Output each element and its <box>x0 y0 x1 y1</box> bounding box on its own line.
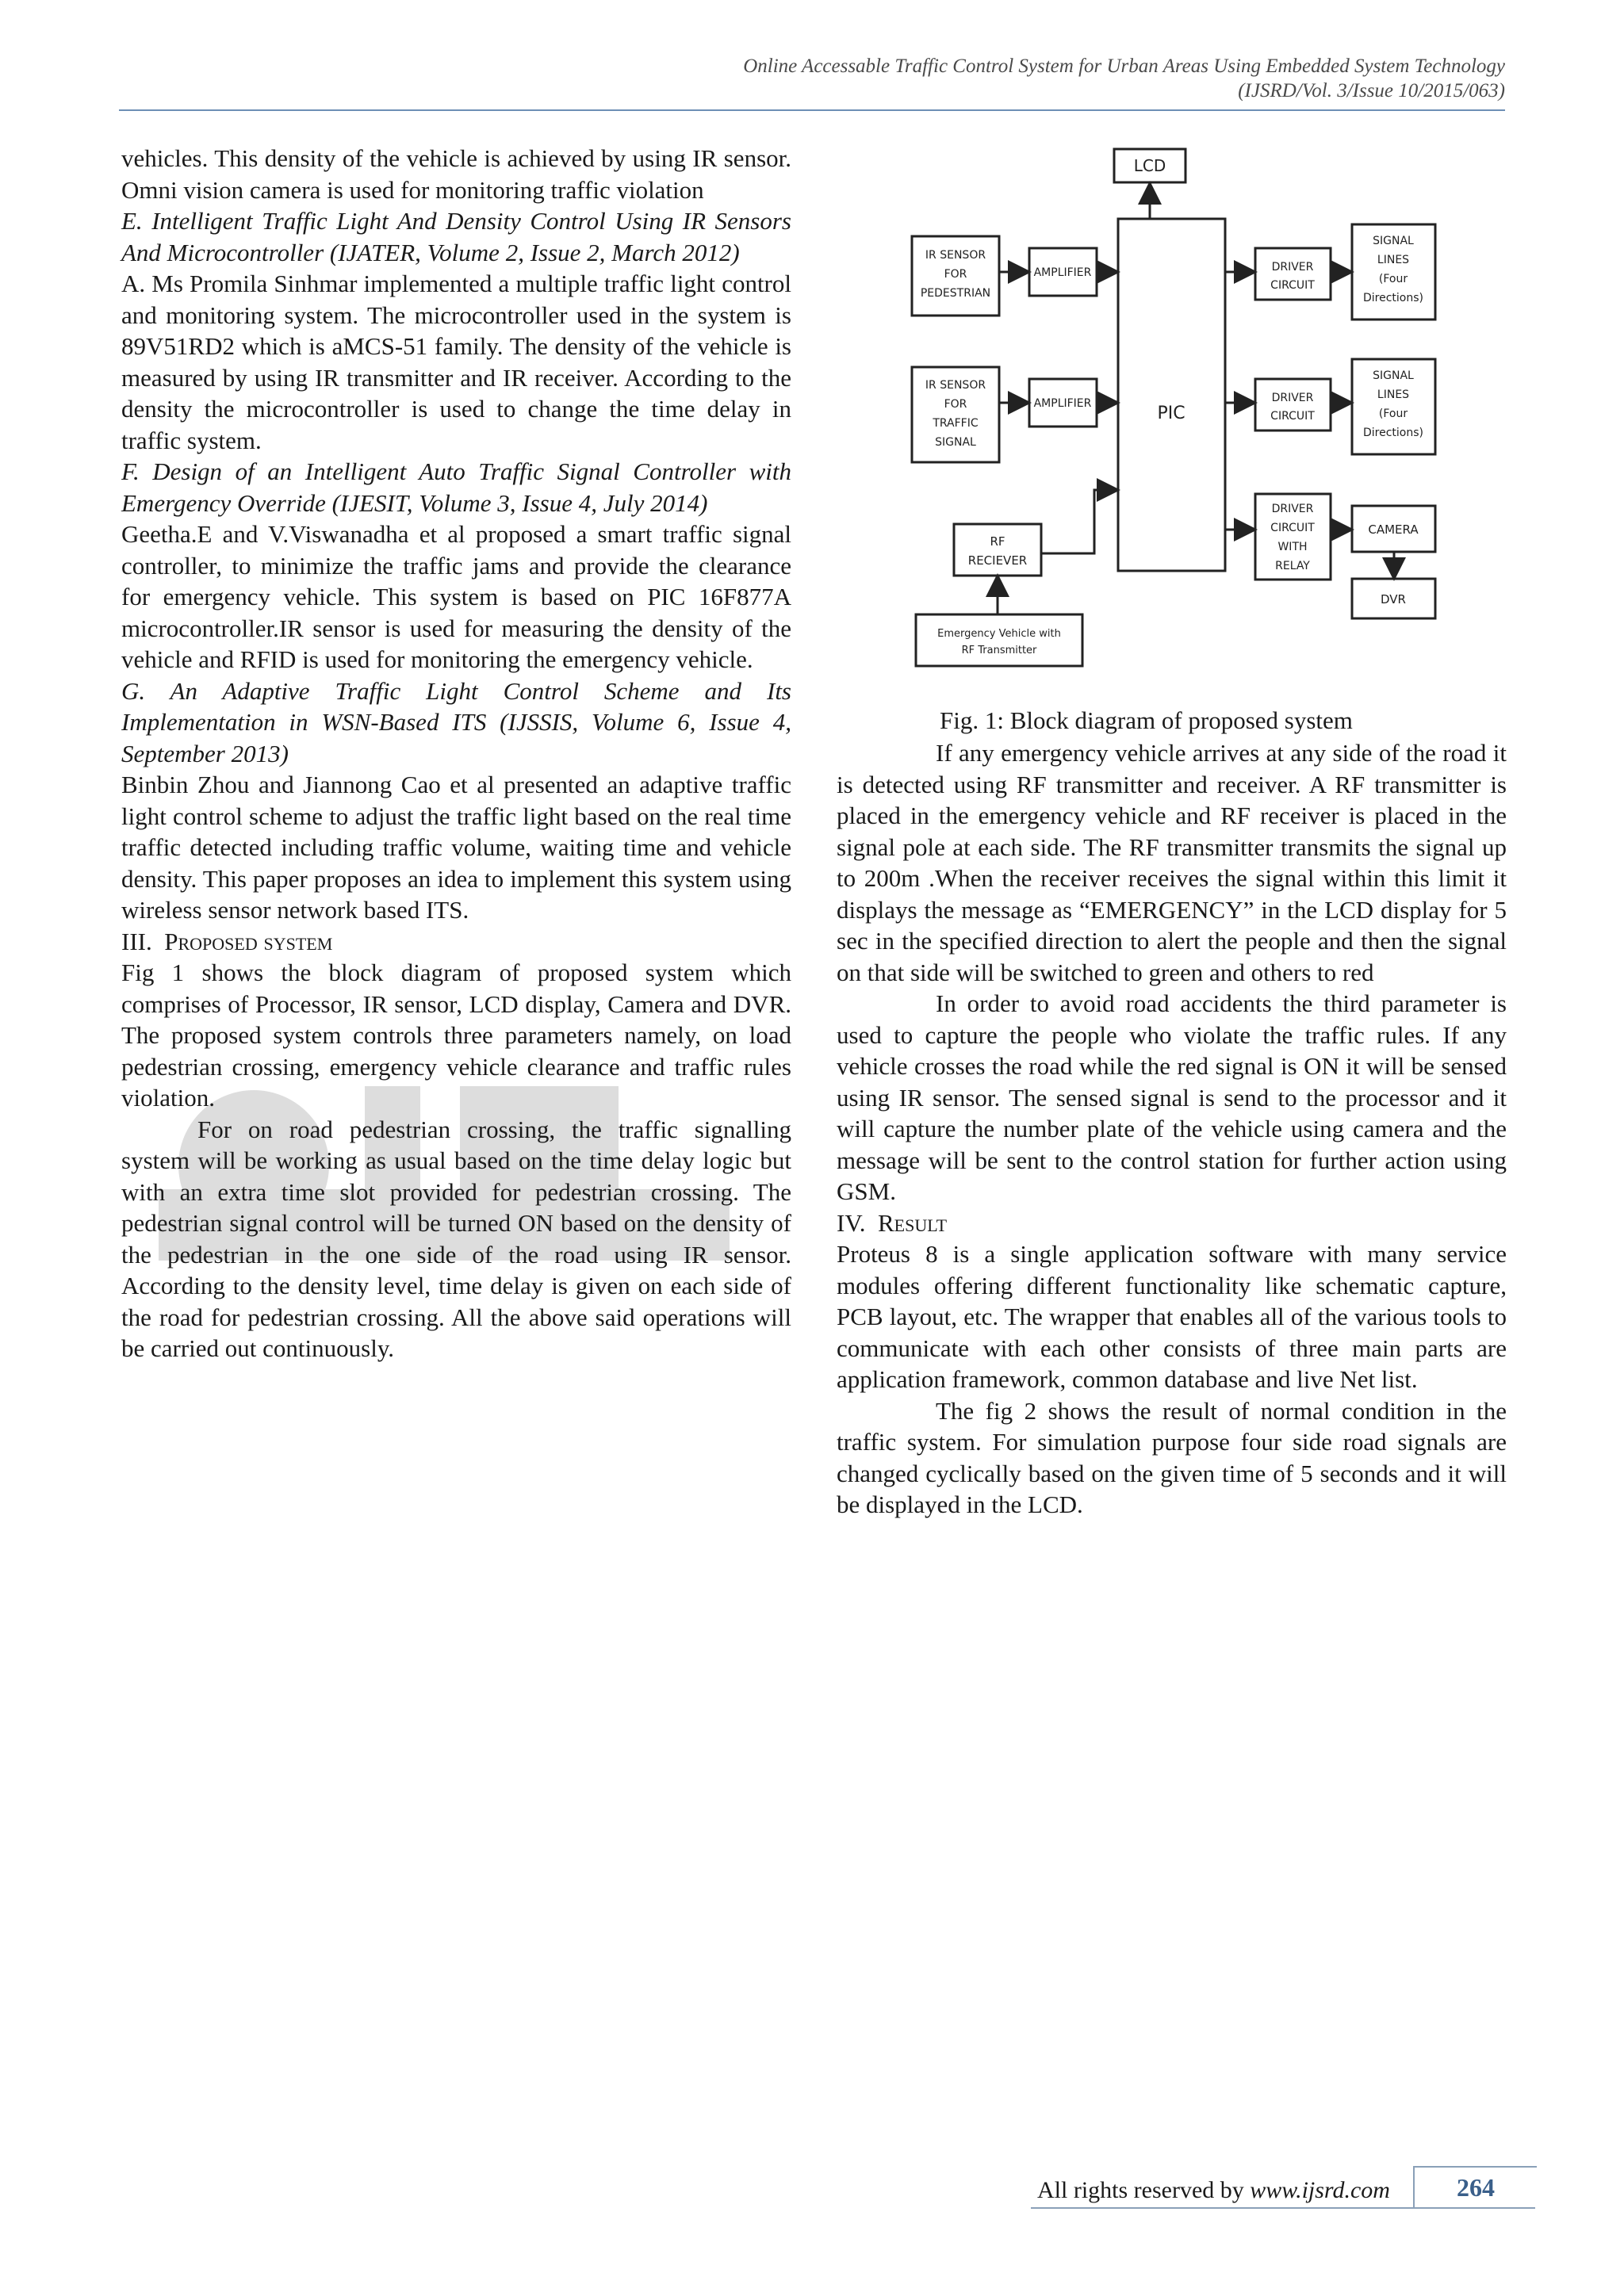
driver-circuit-2-block <box>1255 379 1331 430</box>
ir-traffic-line-1: IR SENSOR <box>925 379 986 392</box>
ir-traffic-line-4: SIGNAL <box>935 436 976 449</box>
signal-1-line-2: LINES <box>1377 254 1410 266</box>
section-3-paragraph-2: For on road pedestrian crossing, the traffic signalling system will be working as usual based on the time delay logic but with an extra time slot provided for pedestrian crossing. The pedestrian signal control will be turned ON based on the density of the pedestrian in the one side of the road using IR sensor. According to the density level, time delay is given on each side of the road for pedestrian crossing. All the above said operations will be carried out continuously. <box>121 1115 791 1362</box>
subsection-g-body: Binbin Zhou and Jiannong Cao et al presented an adaptive traffic light control scheme to adjust the traffic light based on the real time traffic detected including traffic volume, waiting time and vehicle density. This paper proposes an idea to implement this system using wireless sensor network based ITS. <box>121 771 791 924</box>
driver-circuit-1-block <box>1255 248 1331 300</box>
ir-ped-line-3: PEDESTRIAN <box>920 287 991 300</box>
section-3-heading <box>121 926 791 958</box>
header-title: Online Accessable Traffic Control System for Urban Areas Using Embedded System Technology <box>743 55 1505 77</box>
left-column <box>121 143 791 1364</box>
driver-1-line-1: DRIVER <box>1271 261 1314 274</box>
ir-ped-line-1: IR SENSOR <box>925 249 986 262</box>
signal-1-line-4: Directions) <box>1362 292 1424 304</box>
result-paragraph-1: Proteus 8 is a single application software with many service modules offering different functionality like schematic capture, PCB layout, etc. The wrapper that enables all of the various tools to communicate with each other consists of three main parts are application framework, common database and live Net list. <box>837 1240 1507 1393</box>
section-4-title: Result <box>877 1208 948 1237</box>
result-paragraph-2: The fig 2 shows the result of normal condition in the traffic system. For simulation purpose four side road signals are changed cyclically based on the given time of 5 seconds and it will be displayed in the LCD. <box>837 1396 1507 1518</box>
running-header <box>119 54 1505 103</box>
emergency-vehicle-line-1: Emergency Vehicle with <box>937 628 1061 640</box>
lcd-label: LCD <box>1133 156 1166 175</box>
section-3-title: Proposed system <box>164 927 333 955</box>
section-4-heading <box>837 1207 1507 1239</box>
page-number: 264 <box>1413 2166 1537 2207</box>
emergency-vehicle-block <box>916 614 1082 666</box>
section-4-number: IV. <box>837 1208 866 1237</box>
section-3-paragraph-1: Fig 1 shows the block diagram of proposed system which comprises of Processor, IR sensor, LCD display, Camera and DVR. The proposed system controls three parameters namely, on load pedestrian crossing, emergency vehicle clearance and traffic rules violation. <box>121 959 791 1112</box>
figure-caption: Fig. 1: Block diagram of proposed system <box>940 706 1353 734</box>
signal-2-line-3: (Four <box>1378 408 1408 420</box>
signal-1-line-1: SIGNAL <box>1373 235 1414 247</box>
driver-2-line-2: CIRCUIT <box>1270 410 1315 423</box>
dvr-label: DVR <box>1381 592 1406 607</box>
ir-ped-line-2: FOR <box>944 268 967 281</box>
camera-label: CAMERA <box>1368 522 1419 537</box>
footer-text: All rights reserved by <box>1037 2177 1251 2203</box>
ir-traffic-line-2: FOR <box>944 398 967 411</box>
signal-1-line-3: (Four <box>1378 273 1408 285</box>
footer-copyright <box>1037 2177 1390 2204</box>
pic-label: PIC <box>1157 404 1185 423</box>
rf-receiver-line-1: RF <box>990 534 1005 549</box>
subsection-f-heading: F. Design of an Intelligent Auto Traffic Signal Controller with Emergency Override (IJESIT, Volume 3, Issue 4, July 2014) <box>121 457 791 517</box>
amplifier-1-label: AMPLIFIER <box>1033 266 1092 279</box>
subsection-e-body: A. Ms Promila Sinhmar implemented a multiple traffic light control and monitoring system. The microcontroller used in the system is 89V51RD2 which is aMCS-51 family. The density of the vehicle is measured by using IR transmitter and IR receiver. According to the density the microcontroller is used to change the time delay in traffic system. <box>121 270 791 454</box>
ir-traffic-line-3: TRAFFIC <box>933 417 979 430</box>
signal-2-line-2: LINES <box>1377 388 1410 401</box>
subsection-g-heading: G. An Adaptive Traffic Light Control Scheme and Its Implementation in WSN-Based ITS (IJSSIS, Volume 6, Issue 4, September 2013) <box>121 676 791 767</box>
driver-3-line-2: CIRCUIT <box>1270 522 1315 534</box>
driver-3-line-3: WITH <box>1277 541 1308 553</box>
right-column <box>837 737 1507 1521</box>
paragraph-density: vehicles. This density of the vehicle is achieved by using IR sensor. Omni vision camera is used for monitoring traffic violation <box>121 144 791 204</box>
signal-2-line-4: Directions) <box>1362 427 1424 439</box>
footer-rule <box>1031 2207 1535 2209</box>
block-diagram <box>904 141 1451 680</box>
section-3-number: III. <box>121 927 152 955</box>
signal-2-line-1: SIGNAL <box>1373 369 1414 382</box>
paragraph-emergency: If any emergency vehicle arrives at any side of the road it is detected using RF transmitter and receiver. A RF transmitter is placed in the emergency vehicle and RF receiver is placed in the signal pole at each side. The RF transmitter transmits the signal up to 200m .When the receiver receives the signal within this limit it displays the message as “EMERGENCY” in the LCD display for 5 sec in the specified direction to alert the people and then the signal on that side will be switched to green and others to red <box>837 739 1507 986</box>
driver-2-line-1: DRIVER <box>1271 392 1314 404</box>
footer-site-link[interactable]: www.ijsrd.com <box>1250 2177 1390 2203</box>
emergency-vehicle-line-2: RF Transmitter <box>961 645 1037 656</box>
driver-3-line-4: RELAY <box>1275 560 1310 572</box>
subsection-f-body: Geetha.E and V.Viswanadha et al proposed a smart traffic signal controller, to minimize the traffic jams and provide the clearance for emergency vehicle. This system is based on PIC 16F877A microcontroller.IR sensor is used for measuring the density of the vehicle and RFID is used for monitoring the emergency vehicle. <box>121 520 791 673</box>
subsection-e-heading: E. Intelligent Traffic Light And Density Control Using IR Sensors And Microcontroller (IJATER, Volume 2, Issue 2, March 2012) <box>121 207 791 266</box>
rf-receiver-block <box>954 524 1041 576</box>
header-journal: (IJSRD/Vol. 3/Issue 10/2015/063) <box>1238 80 1505 101</box>
rf-receiver-line-2: RECIEVER <box>967 553 1028 568</box>
block-diagram-svg <box>904 141 1451 680</box>
driver-3-line-1: DRIVER <box>1271 503 1314 515</box>
paragraph-violation: In order to avoid road accidents the third parameter is used to capture the people who violate the traffic rules. If any vehicle crosses the road while the red signal is ON it will be sensed using IR sensor. The sensed signal is send to the processor and it will capture the number plate of the vehicle using camera and the message will be sent to the control station for further action using GSM. <box>837 989 1507 1205</box>
header-rule <box>119 109 1505 111</box>
amplifier-2-label: AMPLIFIER <box>1033 397 1092 410</box>
pic-block <box>1118 219 1225 571</box>
driver-1-line-2: CIRCUIT <box>1270 279 1315 292</box>
